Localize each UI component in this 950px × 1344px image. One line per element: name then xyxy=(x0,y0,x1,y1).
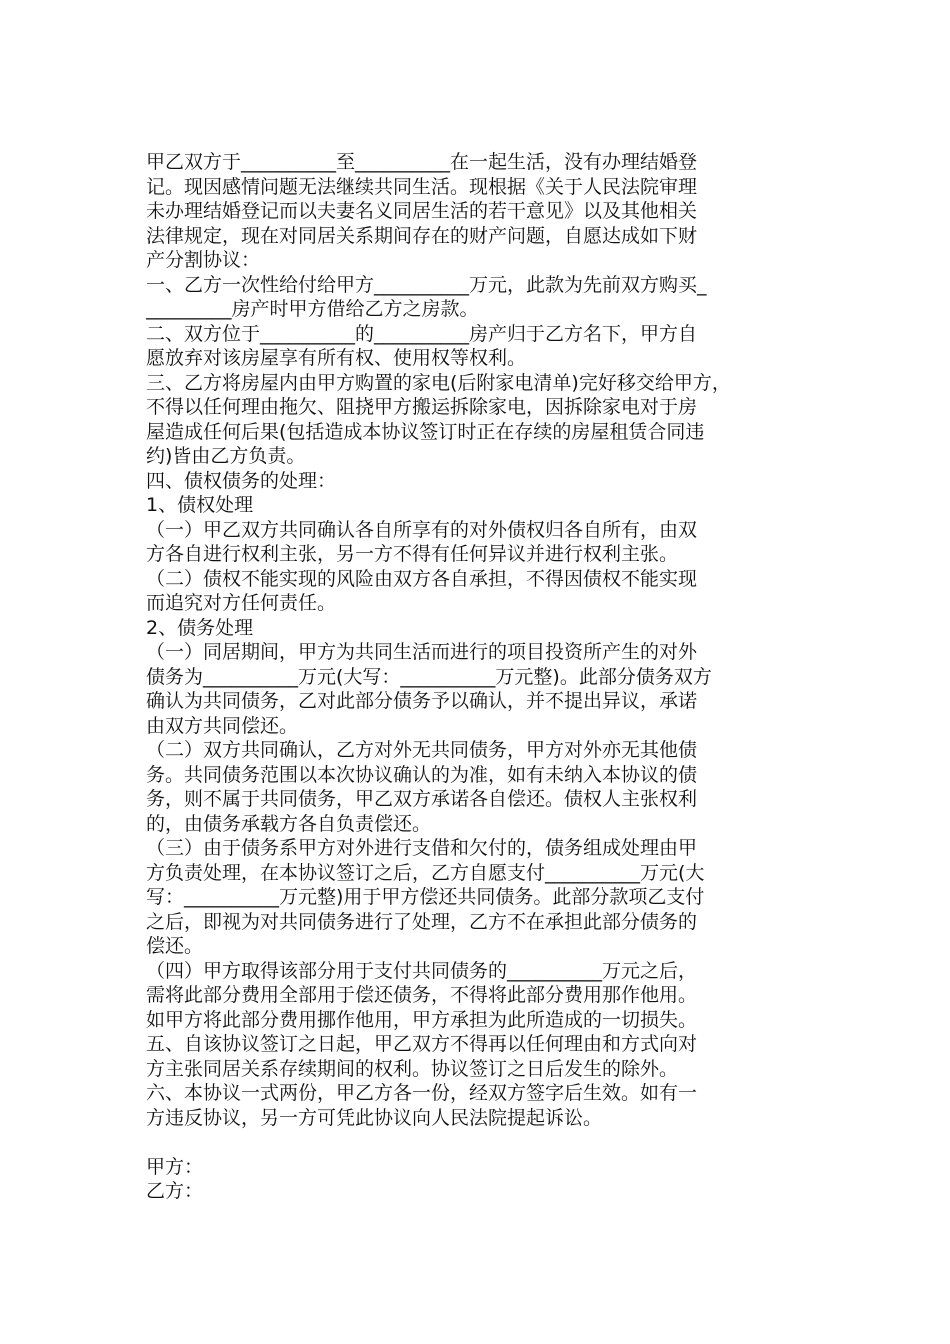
text-line: （二）双方共同确认，乙方对外无共同债务，甲方对外亦无其他债 xyxy=(146,739,698,761)
text-line: （一）同居期间，甲方为共同生活而进行的项目投资所产生的对外 xyxy=(146,641,698,663)
text-line: 产分割协议： xyxy=(146,249,261,271)
text-line: 一、乙方一次性给付给甲方__________万元，此款为先前双方购买_ xyxy=(146,273,707,296)
signature-party-b: 乙方： xyxy=(146,1180,204,1202)
text-line: 方违反协议，另一方可凭此协议向人民法院提起诉讼。 xyxy=(146,1106,603,1129)
text-line: 偿还。 xyxy=(146,935,204,957)
text-line: 务，则不属于共同债务，甲乙双方承诺各自偿还。债权人主张权利 xyxy=(146,788,698,810)
text-line: 未办理结婚登记而以夫妻名义同居生活的若干意见》以及其他相关 xyxy=(146,200,698,222)
text-line: （一）甲乙双方共同确认各自所享有的对外债权归各自所有，由双 xyxy=(146,518,698,541)
text-line: 确认为共同债务，乙对此部分债务予以确认，并不提出异议，承诺 xyxy=(146,690,698,712)
text-line: （四）甲方取得该部分用于支付共同债务的__________万元之后， xyxy=(146,959,698,982)
text-line: 六、本协议一式两份，甲乙方各一份，经双方签字后生效。如有一 xyxy=(146,1082,698,1104)
text-line: 务。共同债务范围以本次协议确认的为准，如有未纳入本协议的债 xyxy=(146,763,698,786)
spacer xyxy=(146,1130,814,1155)
text-line: 而追究对方任何责任。 xyxy=(146,592,337,614)
text-line: 不得以任何理由拖欠、阻挠甲方搬运拆除家电，因拆除家电对于房 xyxy=(146,396,698,418)
text-line: 2、债务处理 xyxy=(146,616,254,639)
text-line: 债务为__________万元(大写：__________万元整)。此部分债务双方 xyxy=(146,665,712,688)
text-line: 法律规定，现在对同居关系期间存在的财产问题，自愿达成如下财 xyxy=(146,224,698,247)
text-line: （二）债权不能实现的风险由双方各自承担，不得因债权不能实现 xyxy=(146,567,698,590)
text-line: 屋造成任何后果(包括造成本协议签订时正在存续的房屋租赁合同违 xyxy=(146,420,705,443)
text-line: 三、乙方将房屋内由甲方购置的家电(后附家电清单)完好移交给甲方， xyxy=(146,371,731,394)
signature-party-a: 甲方： xyxy=(146,1155,204,1178)
text-line: 由双方共同偿还。 xyxy=(146,714,299,737)
text-line: 约)皆由乙方负责。 xyxy=(146,445,306,467)
agreement-document xyxy=(146,150,814,1204)
text-line: 1、债权处理 xyxy=(146,494,254,516)
text-line: 需将此部分费用全部用于偿还债务，不得将此部分费用那作他用。 xyxy=(146,984,698,1006)
text-line: 愿放弃对该房屋享有所有权、使用权等权利。 xyxy=(146,347,527,369)
text-line: 四、债权债务的处理： xyxy=(146,469,337,492)
text-line: 记。现因感情问题无法继续共同生活。现根据《关于人民法院审理 xyxy=(146,175,698,198)
text-line: 方各自进行权利主张，另一方不得有任何异议并进行权利主张。 xyxy=(146,543,679,565)
text-line: （三）由于债务系甲方对外进行支借和欠付的，债务组成处理由甲 xyxy=(146,837,698,859)
text-line: 二、双方位于__________的__________房产归于乙方名下，甲方自 xyxy=(146,322,698,345)
text-line: 方负责处理，在本协议签订之后，乙方自愿支付__________万元(大 xyxy=(146,861,705,884)
text-line: 方主张同居关系存续期间的权利。协议签订之日后发生的除外。 xyxy=(146,1057,679,1080)
text-line: 甲乙双方于__________至__________在一起生活，没有办理结婚登 xyxy=(146,151,698,173)
text-line: 五、自该协议签订之日起，甲乙双方不得再以任何理由和方式向对 xyxy=(146,1033,698,1055)
text-line: 如甲方将此部分费用挪作他用，甲方承担为此所造成的一切损失。 xyxy=(146,1008,698,1031)
agreement-body xyxy=(146,150,814,1130)
text-line: _________房产时甲方借给乙方之房款。 xyxy=(146,298,479,320)
text-line: 之后，即视为对共同债务进行了处理，乙方不在承担此部分债务的 xyxy=(146,910,698,933)
text-line: 写：__________万元整)用于甲方偿还共同债务。此部分款项乙支付 xyxy=(146,886,705,908)
text-line: 的，由债务承载方各自负责偿还。 xyxy=(146,812,432,835)
